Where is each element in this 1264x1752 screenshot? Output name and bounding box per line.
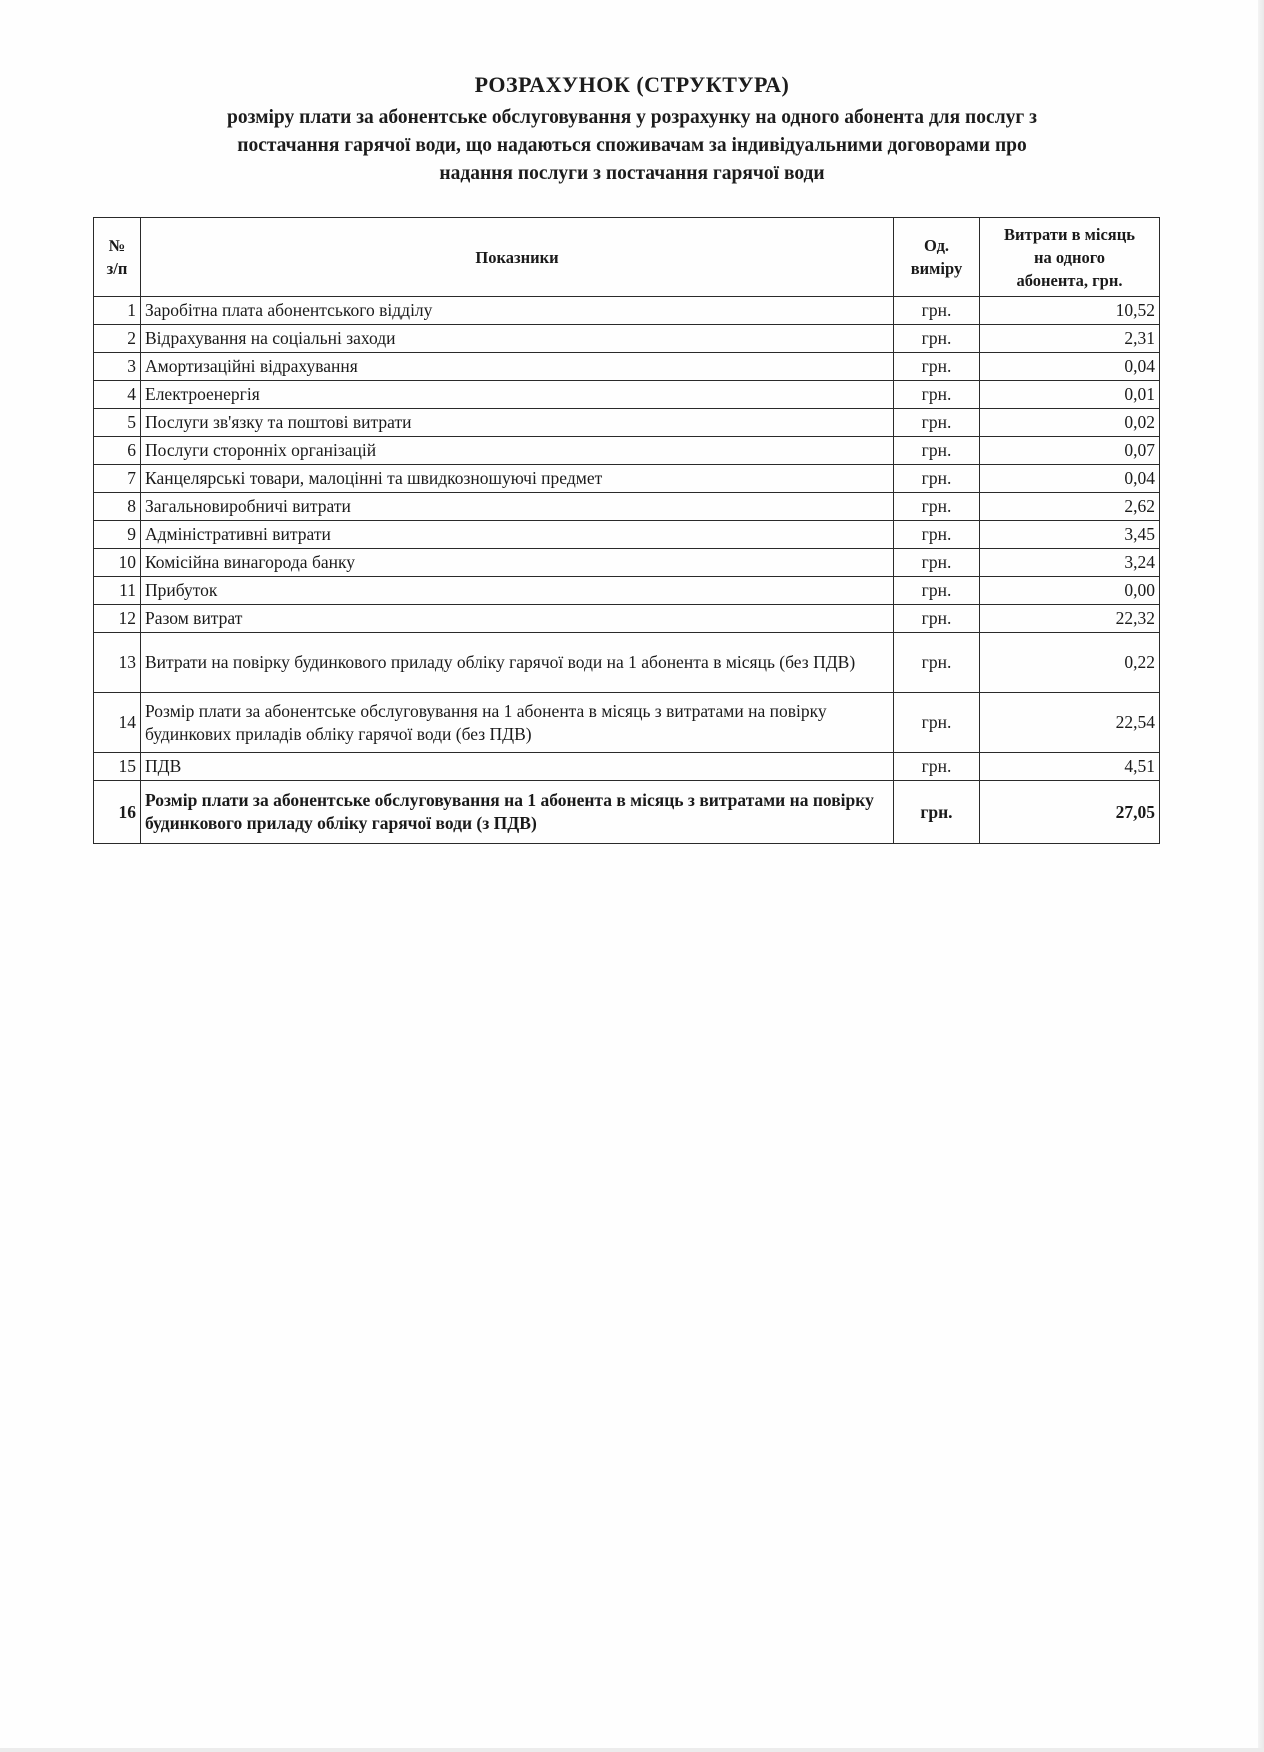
row-indicator: Прибуток — [141, 577, 894, 605]
row-number: 2 — [94, 325, 141, 353]
row-unit: грн. — [894, 297, 980, 325]
row-unit: грн. — [894, 693, 980, 753]
scan-edge-bottom — [0, 1748, 1264, 1752]
table-row — [94, 693, 1160, 753]
header-number-abbr: з/п — [106, 259, 128, 278]
row-unit: грн. — [894, 577, 980, 605]
row-value: 3,45 — [980, 521, 1160, 549]
row-unit: грн. — [894, 437, 980, 465]
document-subtitle — [90, 104, 1174, 188]
row-indicator: Витрати на повірку будинкового приладу обліку гарячої води на 1 абонента в місяць (без ПДВ) — [141, 633, 894, 693]
table-row — [94, 493, 1160, 521]
table-total-row — [94, 781, 1160, 844]
row-number: 12 — [94, 605, 141, 633]
table-row — [94, 577, 1160, 605]
row-number: 8 — [94, 493, 141, 521]
row-value: 3,24 — [980, 549, 1160, 577]
table-row — [94, 381, 1160, 409]
document-title: РОЗРАХУНОК (СТРУКТУРА) — [474, 72, 790, 97]
table-row — [94, 409, 1160, 437]
row-number: 6 — [94, 437, 141, 465]
table-header-row — [94, 218, 1160, 297]
row-value: 0,01 — [980, 381, 1160, 409]
row-unit: грн. — [894, 353, 980, 381]
row-value: 2,62 — [980, 493, 1160, 521]
row-value: 4,51 — [980, 753, 1160, 781]
row-unit: грн. — [894, 521, 980, 549]
row-number: 16 — [94, 781, 141, 844]
row-value: 27,05 — [980, 781, 1160, 844]
scan-edge-right — [1258, 0, 1264, 1752]
row-number: 15 — [94, 753, 141, 781]
header-indicators: Показники — [141, 218, 894, 297]
row-value: 2,31 — [980, 325, 1160, 353]
row-unit: грн. — [894, 549, 980, 577]
row-number: 14 — [94, 693, 141, 753]
row-indicator: Послуги сторонніх організацій — [141, 437, 894, 465]
row-unit: грн. — [894, 381, 980, 409]
table-row — [94, 753, 1160, 781]
row-indicator: Амортизаційні відрахування — [141, 353, 894, 381]
row-number: 7 — [94, 465, 141, 493]
table-row — [94, 633, 1160, 693]
row-unit: грн. — [894, 325, 980, 353]
table-row — [94, 437, 1160, 465]
row-value: 22,54 — [980, 693, 1160, 753]
row-unit: грн. — [894, 781, 980, 844]
row-unit: грн. — [894, 753, 980, 781]
row-indicator: Канцелярські товари, малоцінні та швидкозношуючі предмет — [141, 465, 894, 493]
row-number: 4 — [94, 381, 141, 409]
row-value: 22,32 — [980, 605, 1160, 633]
subtitle-line: розміру плати за абонентське обслуговування у розрахунку на одного абонента для послуг з — [227, 107, 1037, 128]
table-row — [94, 325, 1160, 353]
table-row — [94, 465, 1160, 493]
header-cost-line: Витрати в місяць — [1004, 224, 1135, 244]
row-value: 10,52 — [980, 297, 1160, 325]
header-unit-line: Од. — [923, 236, 950, 255]
row-number: 3 — [94, 353, 141, 381]
row-value: 0,22 — [980, 633, 1160, 693]
row-value: 0,04 — [980, 353, 1160, 381]
row-value: 0,07 — [980, 437, 1160, 465]
row-indicator: Розмір плати за абонентське обслуговування на 1 абонента в місяць з витратами на повірку будинкового приладу обліку гарячої води (з ПДВ) — [141, 781, 894, 844]
row-value: 0,04 — [980, 465, 1160, 493]
row-number: 13 — [94, 633, 141, 693]
header-cost-line: на одного — [1033, 247, 1106, 267]
cost-structure-table — [93, 217, 1160, 844]
table-row — [94, 297, 1160, 325]
row-indicator: Разом витрат — [141, 605, 894, 633]
row-indicator: Заробітна плата абонентського відділу — [141, 297, 894, 325]
row-unit: грн. — [894, 409, 980, 437]
row-indicator: Розмір плати за абонентське обслуговування на 1 абонента в місяць з витратами на повірку будинкових приладів обліку гарячої води (без ПДВ) — [141, 693, 894, 753]
header-cost-line: абонента, грн. — [1016, 270, 1123, 290]
header-unit — [894, 218, 980, 297]
row-unit: грн. — [894, 605, 980, 633]
row-indicator: Відрахування на соціальні заходи — [141, 325, 894, 353]
row-indicator: Послуги зв'язку та поштові витрати — [141, 409, 894, 437]
header-number-symbol: № — [108, 236, 126, 255]
row-indicator: Загальновиробничі витрати — [141, 493, 894, 521]
table-row — [94, 549, 1160, 577]
row-number: 9 — [94, 521, 141, 549]
header-number — [94, 218, 141, 297]
row-unit: грн. — [894, 493, 980, 521]
header-monthly-cost — [980, 218, 1160, 297]
table-row — [94, 521, 1160, 549]
table-row — [94, 353, 1160, 381]
row-indicator: Електроенергія — [141, 381, 894, 409]
row-number: 11 — [94, 577, 141, 605]
subtitle-line: постачання гарячої води, що надаються споживачам за індивідуальними договорами про — [237, 135, 1027, 156]
row-number: 1 — [94, 297, 141, 325]
row-indicator: Комісійна винагорода банку — [141, 549, 894, 577]
row-indicator: Адміністративні витрати — [141, 521, 894, 549]
row-unit: грн. — [894, 465, 980, 493]
header-unit-line: виміру — [910, 259, 963, 278]
row-value: 0,00 — [980, 577, 1160, 605]
row-value: 0,02 — [980, 409, 1160, 437]
table-row — [94, 605, 1160, 633]
row-number: 10 — [94, 549, 141, 577]
subtitle-line: надання послуги з постачання гарячої води — [439, 163, 825, 184]
row-indicator: ПДВ — [141, 753, 894, 781]
row-unit: грн. — [894, 633, 980, 693]
row-number: 5 — [94, 409, 141, 437]
